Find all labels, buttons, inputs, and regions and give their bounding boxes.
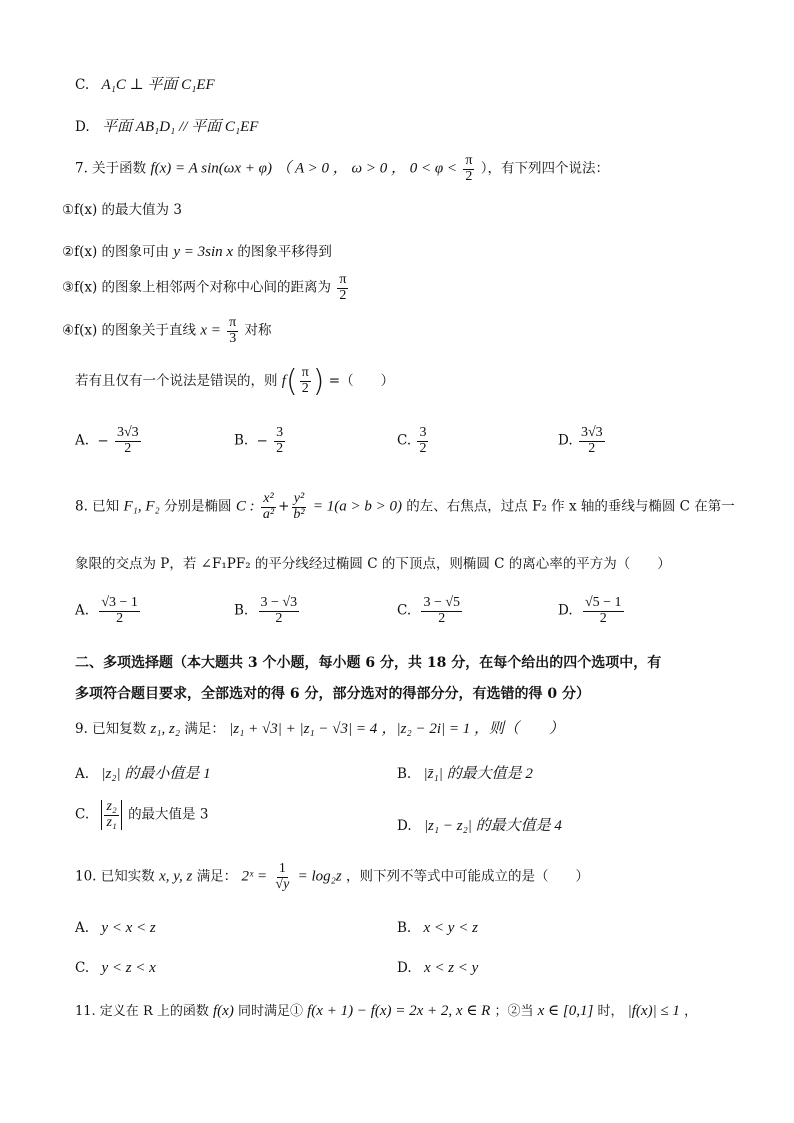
- stem-equation-1: |z₁ + √3| + |z₁ − √3| = 4: [229, 721, 378, 737]
- option-label: C.: [75, 960, 90, 976]
- numerator: √5 − 1: [584, 595, 622, 610]
- q9-option-b: [397, 762, 533, 783]
- q7-option-d: [558, 426, 607, 456]
- denominator: √y: [275, 876, 290, 892]
- section2-heading-line1: 二、多项选择题（本大题共 3 个小题，每小题 6 分，共 18 分，在每个给出的四个选项中，有: [75, 655, 662, 671]
- denominator: z₁: [106, 814, 117, 830]
- option-label: B.: [397, 766, 412, 782]
- q8-stem-line1: 8. 已知 F₁, F₂ 分别是椭圆 C : $\frac{\text{x²}}{\text{a²}}$ + $\frac{\text{y²}}{\text{b²}}$ = 1(a > b > 0) 的左、右焦点，过点 F₂ 作 x 轴的垂线与椭圆 C 在第一: [75, 491, 735, 522]
- option-suffix: 的最大值是 3: [128, 806, 209, 823]
- q7-statement-1: ①f(x) 的最大值为 3: [62, 202, 182, 218]
- q8-option-a: [75, 596, 142, 626]
- stem-vars: x, y, z: [159, 868, 193, 885]
- statement-prefix: ③f(x) 的图象上相邻两个对称中心间的距离为: [62, 279, 332, 296]
- q7-statement-2: [62, 240, 332, 261]
- denominator: 2: [275, 610, 283, 626]
- stem-mid-3: 时，: [597, 1004, 624, 1019]
- stem-mid: 满足：: [196, 868, 238, 885]
- option-label: A.: [75, 920, 90, 936]
- q7-option-a: [75, 426, 143, 456]
- paren-left-glyph: (: [285, 364, 298, 399]
- option-text: |z₂| 的最小值是 1: [101, 766, 211, 782]
- q9-option-a: [75, 762, 211, 783]
- q10-option-a: [75, 920, 156, 937]
- numerator: x²: [263, 491, 274, 506]
- question-suffix: =（ ）: [328, 373, 395, 389]
- stem-func: f(x): [213, 1003, 234, 1019]
- q7-stem-suffix: ），有下列四个说法：: [480, 160, 609, 177]
- option-label: D.: [75, 119, 90, 135]
- numerator: π: [301, 365, 309, 381]
- option-fraction: [583, 596, 624, 626]
- q9-stem: [75, 717, 564, 738]
- stem-mid: 分别是椭圆: [164, 498, 232, 515]
- numerator: 3: [419, 425, 427, 440]
- q7-statement-3: [62, 273, 350, 303]
- question-fraction: [300, 366, 311, 396]
- option-label: A.: [75, 602, 90, 619]
- option-fraction: [274, 426, 285, 456]
- stem-condition: x ∈ [0,1]: [537, 1003, 594, 1019]
- statement-math: x =: [200, 322, 221, 339]
- stem-lhs: 2ˣ =: [241, 868, 268, 885]
- option-fraction: [115, 426, 141, 456]
- option-label: D.: [558, 602, 573, 619]
- ellipse-rhs: = 1(a > b > 0): [312, 498, 402, 515]
- denominator: 3: [229, 330, 237, 346]
- denominator: 2: [419, 440, 427, 456]
- numerator: z₂: [106, 799, 117, 814]
- denominator: 2: [276, 440, 284, 456]
- numerator: π: [339, 272, 347, 287]
- statement-suffix: 对称: [244, 322, 272, 339]
- denominator: 2: [599, 610, 607, 626]
- option-text: |z̄₁| 的最大值是 2: [423, 766, 533, 782]
- option-text: x < y < z: [423, 920, 478, 936]
- option-label: C.: [397, 432, 412, 449]
- q7-option-b: [234, 426, 287, 456]
- denominator: 2: [588, 440, 596, 456]
- stem-prefix: 11. 定义在 R 上的函数: [75, 1004, 209, 1019]
- statement-prefix: ②f(x) 的图象可由: [62, 244, 170, 260]
- stem-rhs: = log₂z: [297, 868, 342, 885]
- option-label: A.: [75, 766, 90, 782]
- option-label: A.: [75, 432, 90, 449]
- stem-prefix: 10. 已知实数: [75, 868, 155, 885]
- option-fraction: [579, 426, 605, 456]
- option-label: C.: [397, 602, 412, 619]
- stem-suffix: ，: [684, 1004, 698, 1019]
- q7-function: f(x) = A sin(ωx + φ): [150, 160, 272, 177]
- q8-option-b: [234, 596, 301, 626]
- q7-conditions: （ A > 0 ， ω > 0 ， 0 < φ <: [276, 160, 458, 177]
- q9-option-d: [397, 814, 562, 835]
- question-prefix: 若有且仅有一个说法是错误的，则: [75, 373, 278, 389]
- statement-math: y = 3sin x: [173, 244, 234, 260]
- stem-inequality: |f(x)| ≤ 1: [627, 1003, 680, 1019]
- stem-equation-2: ，|z₂ − 2i| = 1 ，则（ ）: [381, 721, 564, 737]
- q10-option-b: [397, 920, 478, 937]
- q8-option-c: [397, 596, 464, 626]
- q7-stem: [75, 154, 609, 184]
- q10-option-d: [397, 960, 478, 977]
- denominator: a²: [262, 506, 275, 522]
- stem-fraction: [273, 862, 291, 892]
- numerator: 3√3: [116, 425, 139, 440]
- numerator: 3 − √5: [423, 595, 461, 610]
- q7-cond-fraction: [463, 154, 474, 184]
- option-sign: −: [256, 432, 268, 449]
- paren-right-glyph: ): [312, 364, 325, 399]
- q7-question: [75, 364, 394, 399]
- numerator: √3 − 1: [101, 595, 138, 610]
- stem-equation: f(x + 1) − f(x) = 2x + 2, x ∈ R: [307, 1003, 491, 1019]
- option-fraction: [101, 800, 121, 830]
- option-label: B.: [397, 920, 412, 936]
- option-label: D.: [558, 432, 573, 449]
- stem-suffix: 的左、右焦点，过点 F₂ 作 x 轴的垂线与椭圆 C 在第一: [406, 498, 735, 515]
- statement-prefix: ④f(x) 的图象关于直线: [62, 322, 197, 339]
- q10-stem: [75, 862, 589, 892]
- option-text: 平面 AB₁D₁ // 平面 C₁EF: [101, 119, 259, 135]
- q6-option-c: [75, 73, 215, 94]
- option-text: |z₁ − z₂| 的最大值是 4: [423, 818, 562, 834]
- ellipse-y-term: [291, 492, 306, 522]
- option-sign: −: [97, 432, 109, 449]
- option-fraction: [421, 596, 462, 626]
- numerator: 3 − √3: [260, 595, 298, 610]
- option-text: x < z < y: [423, 960, 479, 976]
- stem-suffix: ，则下列不等式中可能成立的是（ ）: [345, 868, 589, 885]
- q10-option-c: [75, 960, 156, 977]
- q11-stem: [75, 1000, 697, 1020]
- question-func: f: [281, 373, 286, 389]
- ellipse-name: C :: [235, 498, 255, 515]
- stem-vars: z₁, z₂: [150, 721, 181, 737]
- q9-option-c: [75, 800, 208, 830]
- option-label: D.: [397, 818, 412, 834]
- stem-prefix: 8. 已知: [75, 498, 120, 515]
- numerator: y²: [293, 491, 305, 506]
- option-fraction: [259, 596, 300, 626]
- q6-option-d: [75, 115, 258, 136]
- q7-stem-prefix: 7. 关于函数: [75, 160, 147, 177]
- option-fraction: [417, 426, 428, 456]
- denominator: 2: [116, 610, 124, 626]
- numerator: π: [465, 153, 473, 168]
- option-text: A₁C ⊥ 平面 C₁EF: [101, 77, 215, 93]
- option-text: y < x < z: [101, 920, 156, 936]
- option-text: y < z < x: [101, 960, 156, 976]
- statement-suffix: 的图象平移得到: [237, 244, 332, 260]
- section2-heading-line2: 多项符合题目要求，全部选对的得 6 分，部分选对的得部分分，有选错的得 0 分）: [75, 686, 590, 702]
- q8-option-d: [558, 596, 626, 626]
- denominator: 2: [301, 381, 309, 396]
- option-label: C.: [75, 806, 90, 823]
- q7-statement-4: [62, 316, 272, 346]
- option-label: B.: [234, 432, 249, 449]
- q8-stem-line2: 象限的交点为 P，若 ∠F₁PF₂ 的平分线经过椭圆 C 的下顶点，则椭圆 C 的离心率的平方为（ ）: [75, 556, 671, 572]
- option-label: B.: [234, 602, 249, 619]
- stem-mid: 满足：: [184, 721, 225, 737]
- numerator: 1: [278, 861, 286, 876]
- option-fraction: [99, 596, 140, 626]
- denominator: 2: [124, 440, 132, 456]
- ellipse-x-term: [261, 492, 276, 522]
- denominator: b²: [293, 506, 305, 522]
- numerator: 3: [276, 425, 284, 440]
- foci: F₁, F₂: [123, 498, 160, 515]
- option-label: C.: [75, 77, 90, 93]
- stem-mid: 同时满足①: [237, 1004, 303, 1019]
- stem-prefix: 9. 已知复数: [75, 721, 147, 737]
- denominator: 2: [438, 610, 446, 626]
- numerator: π: [229, 315, 237, 330]
- statement-fraction: [337, 273, 348, 303]
- option-label: D.: [397, 960, 412, 976]
- denominator: 2: [465, 168, 473, 184]
- q7-option-c: [397, 426, 430, 456]
- numerator: 3√3: [580, 425, 603, 440]
- denominator: 2: [339, 287, 347, 303]
- stem-mid-2: ；②当: [494, 1004, 534, 1019]
- statement-fraction: [227, 316, 238, 346]
